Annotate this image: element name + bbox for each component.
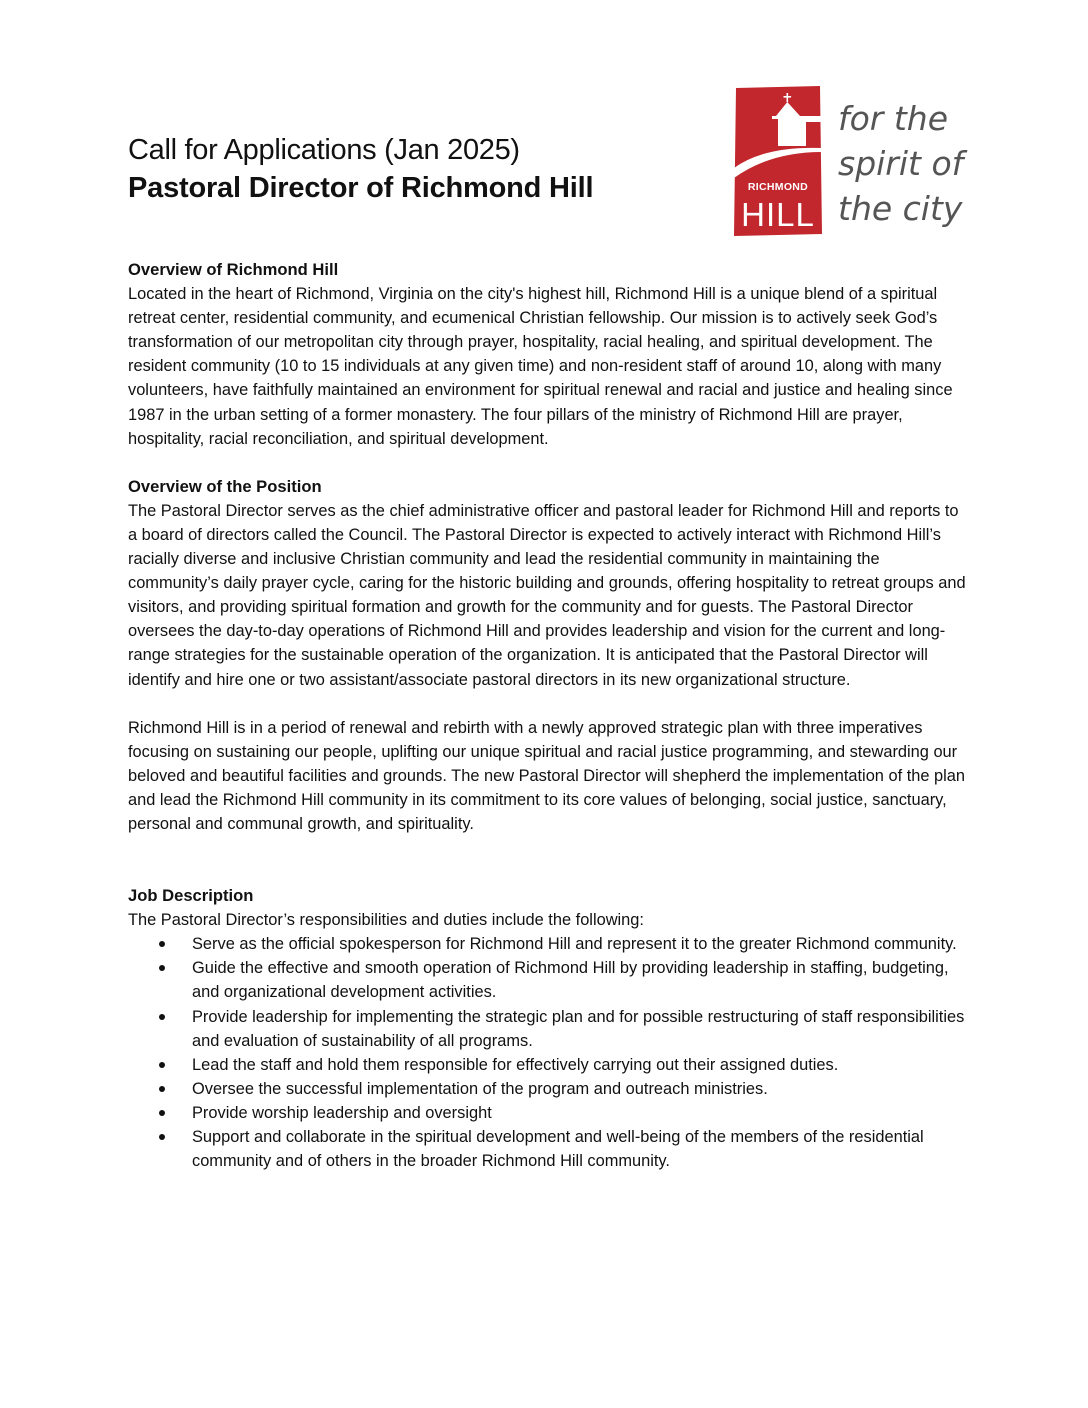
logo-brand-bottom: HILL — [741, 196, 815, 233]
duty-item: Support and collaborate in the spiritual development and well-being of the members of the residential community and of others in the broader Richmond Hill community. — [192, 1125, 968, 1173]
duties-list — [128, 932, 968, 1173]
bullet-icon — [159, 1014, 165, 1020]
section-overview-richmond-hill — [128, 258, 968, 451]
section-paragraph: Located in the heart of Richmond, Virginia on the city's highest hill, Richmond Hill is a unique blend of a spiritual retreat center, residential community, and ecumenical Christian fellowship. Our mission is to actively seek God’s transformation of our metropolitan city through prayer, hospitality, racial healing, and spiritual development. The resident community (10 to 15 individuals at any given time) and non-resident staff of around 10, along with many volunteers, have faithfully maintained an environment for spiritual renewal and racial and justice and healing since 1987 in the urban setting of a former monastery. The four pillars of the ministry of Richmond Hill are prayer, hospitality, racial reconciliation, and spiritual development. — [128, 285, 953, 448]
duty-item: Provide worship leadership and oversight — [192, 1101, 968, 1125]
section-heading: Overview of Richmond Hill — [128, 260, 339, 279]
document-subtitle: Call for Applications (Jan 2025) — [128, 134, 520, 166]
tagline-line: for the — [838, 99, 949, 138]
bullet-icon — [159, 1062, 165, 1068]
bullet-icon — [159, 1086, 165, 1092]
tagline-line: the city — [838, 189, 963, 228]
richmond-hill-logo — [734, 86, 822, 236]
section-paragraph: The Pastoral Director serves as the chief administrative officer and pastoral leader for Richmond Hill and reports to a board of directors called the Council. The Pastoral Director is expected to actively interact with Richmond Hill’s racially diverse and inclusive Christian community and lead the residential community in maintaining the community’s daily prayer cycle, caring for the historic building and grounds, offering hospitality to retreat groups and visitors, and providing spiritual formation and growth for the community and for guests. The Pastoral Director oversees the day-to-day operations of Richmond Hill and provides leadership and vision for the current and long-range strategies for the sustainable operation of the organization. It is anticipated that the Pastoral Director will identify and hire one or two assistant/associate pastoral directors in its new organizational structure. — [128, 501, 966, 689]
logo-brand-top: RICHMOND — [747, 181, 809, 193]
bullet-icon — [159, 1110, 165, 1116]
document-title: Pastoral Director of Richmond Hill — [128, 172, 594, 204]
duty-item: Provide leadership for implementing the strategic plan and for possible restructuring of staff responsibilities and evaluation of sustainability of all programs. — [192, 1005, 968, 1053]
duty-item: Lead the staff and hold them responsible for effectively carrying out their assigned duties. — [192, 1053, 968, 1077]
duty-item: Guide the effective and smooth operation of Richmond Hill by providing leadership in staffing, budgeting, and organizational development activities. — [192, 956, 968, 1004]
bullet-icon — [159, 941, 165, 947]
section-heading: Job Description — [128, 886, 254, 906]
section-heading: Overview of the Position — [128, 476, 322, 496]
section-overview-position — [128, 475, 968, 836]
duty-item: Serve as the official spokesperson for Richmond Hill and represent it to the greater Richmond community. — [192, 932, 968, 956]
bullet-icon — [159, 965, 165, 971]
document-body — [128, 258, 968, 1173]
duty-item: Oversee the successful implementation of the program and outreach ministries. — [192, 1077, 968, 1101]
bullet-icon — [159, 1134, 165, 1140]
tagline-line: spirit of — [838, 144, 964, 183]
section-job-description — [128, 884, 968, 1173]
section-paragraph: Richmond Hill is in a period of renewal and rebirth with a newly approved strategic plan with three imperatives focusing on sustaining our people, uplifting our unique spiritual and racial justice programming, and stewarding our beloved and beautiful facilities and grounds. The new Pastoral Director will shepherd the implementation of the plan and lead the Richmond Hill community in its commitment to its core values of belonging, social justice, sanctuary, personal and communal growth, and spirituality. — [128, 718, 966, 833]
section-intro: The Pastoral Director’s responsibilities and duties include the following: — [128, 911, 644, 930]
logo-tagline — [838, 96, 963, 231]
